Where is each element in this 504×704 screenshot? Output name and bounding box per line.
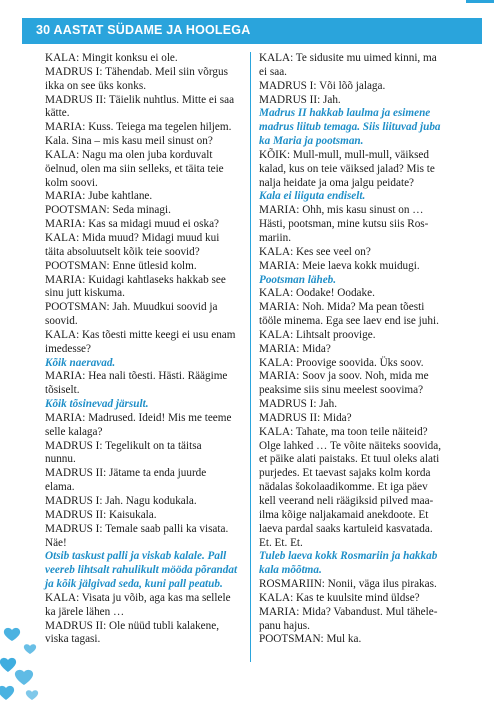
- dialogue-line: kätte.: [45, 107, 70, 120]
- dialogue-line: POOTSMAN: Jah. Muudkui soovid ja: [45, 301, 218, 314]
- dialogue-line: täita absoluutselt kõik teie soovid?: [45, 245, 200, 258]
- stage-direction-line: Tuleb laeva kokk Rosmariin ja hakkab: [259, 550, 438, 563]
- dialogue-line: ilma kõige naljakamaid anekdoote. Et: [259, 508, 429, 521]
- dialogue-line: öelnud, olen ma siin selleks, et täita teie: [45, 162, 224, 175]
- dialogue-line: MADRUS II: Jätame ta enda juurde: [45, 467, 207, 480]
- dialogue-line: MARIA: Kuss. Teiega ma tegelen hiljem.: [45, 121, 232, 134]
- dialogue-line: nunnu.: [45, 453, 76, 466]
- dialogue-line: MADRUS II: Ole nüüd tubli kalakene,: [45, 619, 220, 632]
- stage-direction-line: kala mõõtma.: [259, 564, 322, 577]
- column-divider: [250, 52, 251, 662]
- dialogue-line: KALA: Oodake! Oodake.: [259, 287, 375, 300]
- dialogue-line: Olge lahked … Te võite näiteks soovida,: [259, 439, 442, 452]
- dialogue-line: tõsiselt.: [45, 384, 80, 397]
- dialogue-line: POOTSMAN: Enne ütlesid kolm.: [45, 259, 197, 272]
- stage-direction-line: veereb lihtsalt rahulikult mööda põrandat: [45, 564, 238, 577]
- dialogue-line: elama.: [45, 481, 75, 494]
- corner-accent: [466, 0, 494, 3]
- dialogue-line: POOTSMAN: Mul ka.: [259, 633, 362, 646]
- dialogue-line: purjedes. Et taevast sajaks kolm korda: [259, 467, 431, 480]
- dialogue-line: nädalas šokolaadikomme. Et iga päev: [259, 481, 428, 494]
- dialogue-line: MARIA: Noh. Mida? Ma pean tõesti: [259, 301, 425, 314]
- stage-direction-line: Kõik tõsinevad järsult.: [45, 398, 149, 411]
- dialogue-line: MADRUS I: Tegelikult on ta täitsa: [45, 439, 202, 452]
- dialogue-line: Hästi, pootsman, mine kutsu siis Ros-: [259, 218, 429, 231]
- dialogue-line: KALA: Te sidusite mu uimed kinni, ma: [259, 52, 437, 64]
- dialogue-line: MADRUS II: Jah.: [259, 93, 341, 106]
- page-header-title: 30 AASTAT SÜDAME JA HOOLEGA: [36, 23, 251, 37]
- stage-direction-line: Kala ei liiguta endiselt.: [259, 190, 366, 203]
- dialogue-line: KALA: Nagu ma olen juba korduvalt: [45, 148, 213, 161]
- dialogue-line: ka järele lähen …: [45, 605, 125, 618]
- dialogue-line: MARIA: Madrused. Ideid! Mis me teeme: [45, 411, 232, 424]
- dialogue-line: KALA: Kas te kuulsite mind üldse?: [259, 591, 420, 604]
- dialogue-line: MADRUS II: Mida?: [259, 411, 352, 424]
- dialogue-line: MARIA: Ohh, mis kasu sinust on …: [259, 204, 424, 217]
- right-column: [259, 52, 467, 647]
- stage-direction-line: Kõik naeravad.: [45, 356, 116, 369]
- dialogue-line: selle kalaga?: [45, 425, 103, 438]
- dialogue-line: et päike alati paistaks. Et tuul oleks alati: [259, 453, 440, 466]
- stage-direction-line: Madrus II hakkab laulma ja esimene: [259, 107, 431, 120]
- dialogue-line: KALA: Tahate, ma toon teile näiteid?: [259, 425, 428, 438]
- dialogue-line: MARIA: Meie laeva kokk muidugi.: [259, 259, 420, 272]
- dialogue-line: MADRUS II: Kaisukala.: [45, 508, 157, 521]
- dialogue-line: MARIA: Soov ja soov. Noh, mida me: [259, 370, 429, 383]
- dialogue-line: KALA: Kas tõesti mitte keegi ei usu enam: [45, 328, 236, 341]
- dialogue-line: Kala. Sina – mis kasu meil sinust on?: [45, 135, 213, 148]
- dialogue-line: panu hajus.: [259, 619, 310, 632]
- stage-direction-line: Otsib taskust palli ja viskab kalale. Pall: [45, 550, 227, 563]
- dialogue-line: laeva pardal saaks kartuleid kasvatada.: [259, 522, 433, 535]
- heart-cluster-icon: [0, 610, 44, 704]
- dialogue-line: KÕIK: Mull-mull, mull-mull, väiksed: [259, 148, 429, 161]
- dialogue-line: kell veerand neli räägiksid pilved maa-: [259, 495, 434, 507]
- dialogue-line: KALA: Lihtsalt proovige.: [259, 328, 376, 341]
- dialogue-line: KALA: Proovige soovida. Üks soov.: [259, 356, 424, 369]
- dialogue-line: KALA: Kes see veel on?: [259, 245, 371, 258]
- dialogue-line: POOTSMAN: Seda minagi.: [45, 204, 171, 217]
- dialogue-line: MADRUS I: Jah. Nagu kodukala.: [45, 495, 197, 507]
- stage-direction-line: ja kõik jälgivad seda, kuni pall peatub.: [45, 578, 223, 591]
- dialogue-line: MARIA: Jube kahtlane.: [45, 190, 153, 203]
- dialogue-line: nalja heidate ja oma jalgu peidate?: [259, 176, 414, 189]
- stage-direction-line: ka Maria ja pootsman.: [259, 135, 364, 148]
- dialogue-line: sinu jutt kiskuma.: [45, 287, 125, 300]
- dialogue-line: mariin.: [259, 231, 292, 244]
- dialogue-line: MARIA: Mida?: [259, 342, 331, 355]
- dialogue-line: MARIA: Hea nali tõesti. Hästi. Räägime: [45, 370, 228, 383]
- dialogue-line: MADRUS II: Täielik nuhtlus. Mitte ei saa: [45, 93, 235, 106]
- dialogue-line: Et. Et. Et.: [259, 536, 303, 549]
- dialogue-line: ei saa.: [259, 65, 287, 78]
- dialogue-line: KALA: Mingit konksu ei ole.: [45, 52, 178, 64]
- dialogue-line: kalad, kus on teie väiksed jalad? Mis te: [259, 162, 435, 175]
- dialogue-line: KALA: Mida muud? Midagi muud kui: [45, 231, 220, 244]
- dialogue-line: kolm soovi.: [45, 176, 98, 189]
- dialogue-line: MARIA: Kas sa midagi muud ei oska?: [45, 218, 220, 231]
- dialogue-line: MADRUS I: Või lõõ jalaga.: [259, 79, 386, 92]
- dialogue-line: tööle minema. Ega see laev end ise juhi.: [259, 315, 439, 328]
- dialogue-line: Näe!: [45, 536, 67, 549]
- dialogue-line: ikka on see üks konks.: [45, 79, 146, 92]
- dialogue-line: MADRUS I: Tähendab. Meil siin võrgus: [45, 65, 228, 78]
- dialogue-line: MADRUS I: Jah.: [259, 398, 338, 411]
- dialogue-line: viska tagasi.: [45, 633, 101, 646]
- stage-direction-line: madrus liitub temaga. Siis liituvad juba: [259, 121, 441, 134]
- page-header-bar: [22, 18, 482, 44]
- dialogue-line: imedesse?: [45, 342, 91, 355]
- dialogue-line: peaksime siis sinu meelest soovima?: [259, 384, 424, 397]
- dialogue-line: ROSMARIIN: Nonii, väga ilus pirakas.: [259, 578, 437, 591]
- stage-direction-line: Pootsman läheb.: [259, 273, 337, 286]
- dialogue-line: MARIA: Mida? Vabandust. Mul tähele-: [259, 605, 438, 618]
- dialogue-line: soovid.: [45, 315, 78, 328]
- left-column: [45, 52, 253, 647]
- dialogue-line: KALA: Visata ju võib, aga kas ma sellele: [45, 591, 231, 604]
- dialogue-line: MARIA: Kuidagi kahtlaseks hakkab see: [45, 273, 226, 286]
- dialogue-line: MADRUS I: Temale saab palli ka visata.: [45, 522, 229, 535]
- top-strip: [0, 0, 504, 6]
